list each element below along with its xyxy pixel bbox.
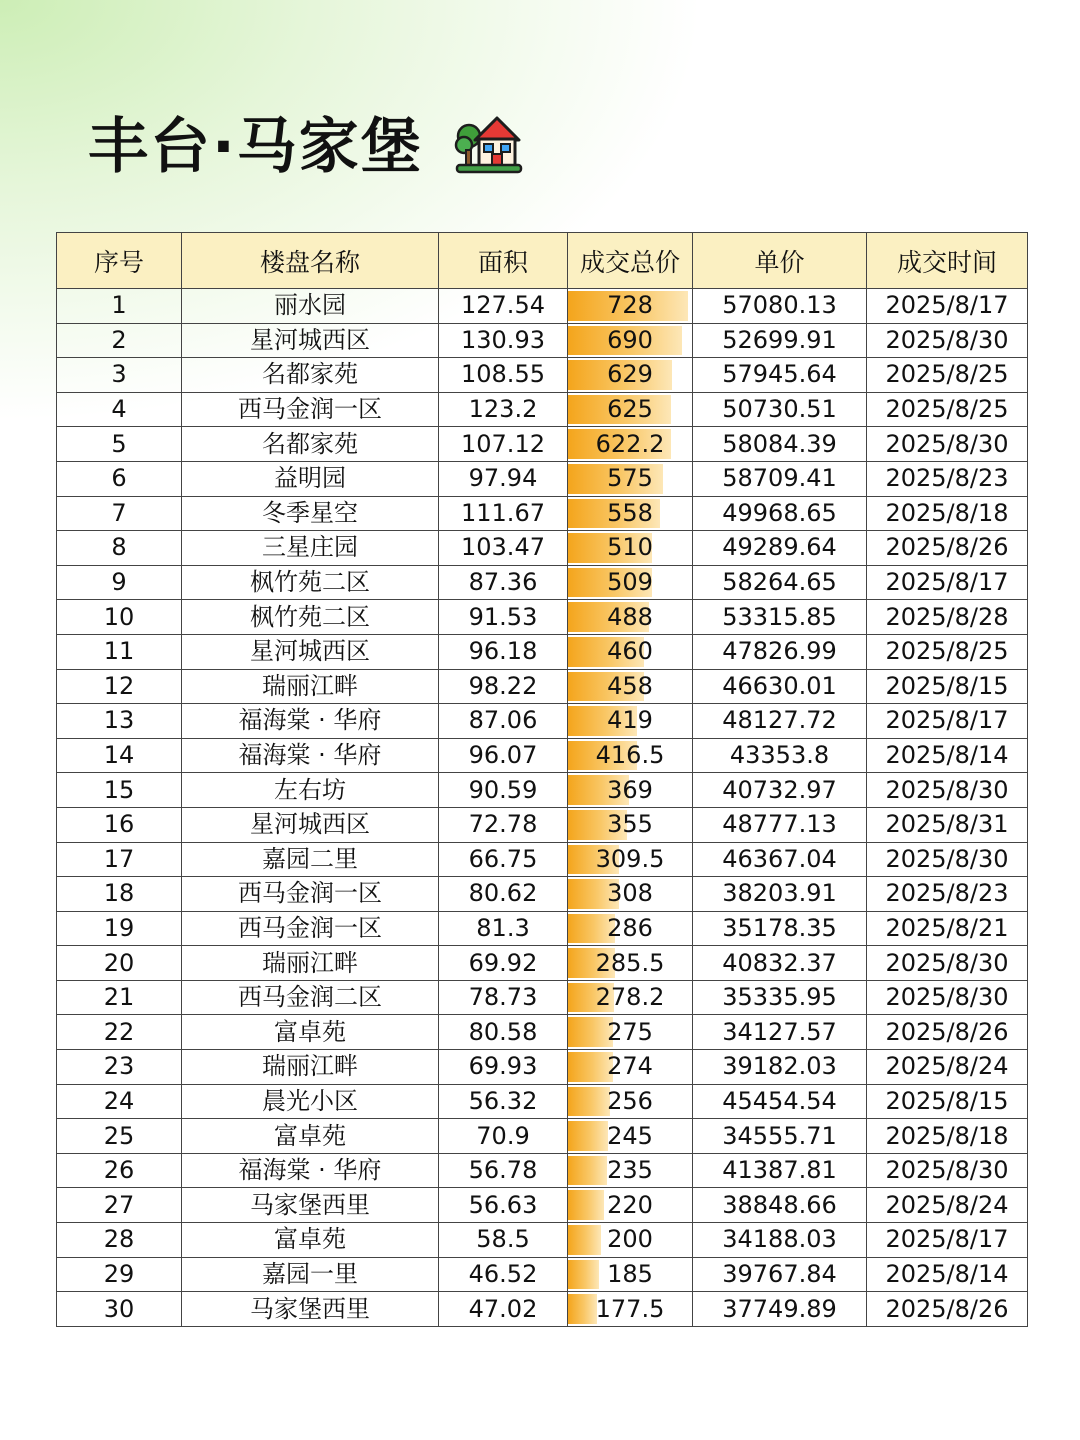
cell-date: 2025/8/23 [867, 461, 1028, 496]
total-price-value: 419 [607, 706, 653, 735]
total-price-value: 308 [607, 879, 653, 908]
cell-unit-price: 38203.91 [693, 877, 867, 912]
cell-no: 28 [57, 1223, 182, 1258]
total-price-value: 177.5 [595, 1294, 665, 1323]
cell-no: 29 [57, 1257, 182, 1292]
cell-date: 2025/8/30 [867, 773, 1028, 808]
cell-name: 星河城西区 [182, 807, 439, 842]
table-row [57, 1223, 1028, 1258]
cell-no: 18 [57, 877, 182, 912]
cell-unit-price: 40732.97 [693, 773, 867, 808]
cell-date: 2025/8/30 [867, 323, 1028, 358]
cell-no: 25 [57, 1119, 182, 1154]
cell-name: 西马金润一区 [182, 911, 439, 946]
cell-date: 2025/8/18 [867, 1119, 1028, 1154]
house-with-garden-icon [453, 106, 525, 178]
cell-name: 晨光小区 [182, 1084, 439, 1119]
cell-unit-price: 57945.64 [693, 358, 867, 393]
cell-no: 14 [57, 738, 182, 773]
cell-area: 46.52 [439, 1257, 568, 1292]
table-row [57, 773, 1028, 808]
cell-name: 益明园 [182, 461, 439, 496]
cell-unit-price: 43353.8 [693, 738, 867, 773]
total-price-bar [568, 1294, 597, 1324]
cell-unit-price: 50730.51 [693, 392, 867, 427]
cell-unit-price: 34188.03 [693, 1223, 867, 1258]
cell-unit-price: 39182.03 [693, 1050, 867, 1085]
total-price-value: 275 [607, 1017, 653, 1046]
header-date: 成交时间 [867, 233, 1028, 289]
cell-unit-price: 35178.35 [693, 911, 867, 946]
total-price-bar [568, 1121, 608, 1151]
table-row [57, 807, 1028, 842]
table-row [57, 289, 1028, 324]
cell-no: 10 [57, 600, 182, 635]
cell-area: 97.94 [439, 461, 568, 496]
header-area: 面积 [439, 233, 568, 289]
cell-date: 2025/8/30 [867, 427, 1028, 462]
total-price-value: 625 [607, 395, 653, 424]
cell-date: 2025/8/25 [867, 392, 1028, 427]
cell-total-price [568, 496, 693, 531]
cell-name: 福海棠 · 华府 [182, 1153, 439, 1188]
cell-name: 瑞丽江畔 [182, 946, 439, 981]
cell-date: 2025/8/24 [867, 1188, 1028, 1223]
cell-date: 2025/8/17 [867, 1223, 1028, 1258]
cell-area: 127.54 [439, 289, 568, 324]
cell-unit-price: 34555.71 [693, 1119, 867, 1154]
cell-date: 2025/8/30 [867, 946, 1028, 981]
cell-area: 56.78 [439, 1153, 568, 1188]
cell-date: 2025/8/31 [867, 807, 1028, 842]
cell-date: 2025/8/26 [867, 531, 1028, 566]
cell-name: 西马金润一区 [182, 392, 439, 427]
cell-area: 78.73 [439, 980, 568, 1015]
table-row [57, 704, 1028, 739]
cell-name: 名都家苑 [182, 427, 439, 462]
cell-date: 2025/8/17 [867, 565, 1028, 600]
cell-name: 富卓苑 [182, 1119, 439, 1154]
cell-name: 冬季星空 [182, 496, 439, 531]
cell-total-price [568, 1084, 693, 1119]
cell-unit-price: 46367.04 [693, 842, 867, 877]
cell-total-price [568, 773, 693, 808]
cell-total-price [568, 289, 693, 324]
total-price-value: 200 [607, 1225, 653, 1254]
total-price-value: 235 [607, 1156, 653, 1185]
table-header-row [57, 233, 1028, 289]
cell-total-price [568, 842, 693, 877]
table-row [57, 1015, 1028, 1050]
cell-total-price [568, 461, 693, 496]
cell-no: 5 [57, 427, 182, 462]
cell-total-price [568, 669, 693, 704]
total-price-value: 690 [607, 325, 653, 354]
table-row [57, 427, 1028, 462]
page-title: 丰台·马家堡 [88, 112, 423, 182]
total-price-bar [568, 1190, 604, 1220]
total-price-bar [568, 1156, 607, 1186]
table-row [57, 980, 1028, 1015]
cell-total-price [568, 807, 693, 842]
table-row [57, 1119, 1028, 1154]
cell-unit-price: 34127.57 [693, 1015, 867, 1050]
cell-name: 名都家苑 [182, 358, 439, 393]
cell-total-price [568, 358, 693, 393]
total-price-value: 510 [607, 533, 653, 562]
cell-total-price [568, 946, 693, 981]
cell-unit-price: 49968.65 [693, 496, 867, 531]
total-price-value: 355 [607, 810, 653, 839]
cell-total-price [568, 877, 693, 912]
cell-no: 16 [57, 807, 182, 842]
cell-no: 15 [57, 773, 182, 808]
cell-date: 2025/8/26 [867, 1015, 1028, 1050]
total-price-bar [568, 1260, 599, 1290]
cell-date: 2025/8/30 [867, 1153, 1028, 1188]
cell-total-price [568, 704, 693, 739]
total-price-value: 416.5 [595, 741, 665, 770]
cell-no: 12 [57, 669, 182, 704]
table-row [57, 911, 1028, 946]
cell-date: 2025/8/23 [867, 877, 1028, 912]
table-row [57, 634, 1028, 669]
cell-area: 80.58 [439, 1015, 568, 1050]
cell-no: 24 [57, 1084, 182, 1119]
cell-unit-price: 58264.65 [693, 565, 867, 600]
table-row [57, 842, 1028, 877]
cell-unit-price: 37749.89 [693, 1292, 867, 1327]
cell-date: 2025/8/21 [867, 911, 1028, 946]
cell-unit-price: 39767.84 [693, 1257, 867, 1292]
total-price-value: 256 [607, 1086, 653, 1115]
cell-date: 2025/8/15 [867, 669, 1028, 704]
cell-total-price [568, 1050, 693, 1085]
cell-unit-price: 48127.72 [693, 704, 867, 739]
cell-total-price [568, 427, 693, 462]
cell-area: 130.93 [439, 323, 568, 358]
total-price-value: 369 [607, 775, 653, 804]
cell-unit-price: 48777.13 [693, 807, 867, 842]
total-price-value: 488 [607, 602, 653, 631]
total-price-value: 558 [607, 498, 653, 527]
total-price-value: 458 [607, 671, 653, 700]
table-row [57, 461, 1028, 496]
table-row [57, 392, 1028, 427]
table-row [57, 669, 1028, 704]
cell-name: 马家堡西里 [182, 1188, 439, 1223]
cell-unit-price: 40832.37 [693, 946, 867, 981]
cell-total-price [568, 911, 693, 946]
cell-total-price [568, 1015, 693, 1050]
cell-unit-price: 49289.64 [693, 531, 867, 566]
cell-total-price [568, 980, 693, 1015]
table-row [57, 531, 1028, 566]
cell-area: 111.67 [439, 496, 568, 531]
cell-date: 2025/8/28 [867, 600, 1028, 635]
cell-total-price [568, 1223, 693, 1258]
cell-total-price [568, 634, 693, 669]
cell-date: 2025/8/30 [867, 842, 1028, 877]
cell-name: 福海棠 · 华府 [182, 704, 439, 739]
cell-area: 70.9 [439, 1119, 568, 1154]
transaction-table [56, 232, 1028, 1327]
header-name: 楼盘名称 [182, 233, 439, 289]
cell-area: 58.5 [439, 1223, 568, 1258]
cell-no: 11 [57, 634, 182, 669]
cell-total-price [568, 738, 693, 773]
cell-name: 西马金润二区 [182, 980, 439, 1015]
cell-area: 69.93 [439, 1050, 568, 1085]
cell-total-price [568, 1188, 693, 1223]
total-price-value: 185 [607, 1259, 653, 1288]
cell-area: 87.06 [439, 704, 568, 739]
cell-unit-price: 38848.66 [693, 1188, 867, 1223]
cell-date: 2025/8/25 [867, 634, 1028, 669]
table-row [57, 1153, 1028, 1188]
cell-no: 3 [57, 358, 182, 393]
cell-total-price [568, 565, 693, 600]
cell-name: 左右坊 [182, 773, 439, 808]
header-no: 序号 [57, 233, 182, 289]
cell-no: 8 [57, 531, 182, 566]
total-price-value: 622.2 [595, 429, 665, 458]
cell-area: 72.78 [439, 807, 568, 842]
cell-date: 2025/8/14 [867, 1257, 1028, 1292]
cell-date: 2025/8/24 [867, 1050, 1028, 1085]
cell-area: 108.55 [439, 358, 568, 393]
cell-no: 9 [57, 565, 182, 600]
total-price-bar [568, 1225, 601, 1255]
cell-area: 96.07 [439, 738, 568, 773]
total-price-value: 245 [607, 1121, 653, 1150]
cell-name: 瑞丽江畔 [182, 669, 439, 704]
cell-total-price [568, 600, 693, 635]
cell-no: 20 [57, 946, 182, 981]
header-total-price: 成交总价 [568, 233, 693, 289]
total-price-bar [568, 1087, 610, 1117]
cell-no: 19 [57, 911, 182, 946]
cell-name: 枫竹苑二区 [182, 565, 439, 600]
cell-no: 7 [57, 496, 182, 531]
cell-area: 69.92 [439, 946, 568, 981]
total-price-value: 278.2 [595, 983, 665, 1012]
total-price-value: 220 [607, 1190, 653, 1219]
cell-area: 107.12 [439, 427, 568, 462]
cell-unit-price: 47826.99 [693, 634, 867, 669]
total-price-value: 728 [607, 291, 653, 320]
cell-name: 瑞丽江畔 [182, 1050, 439, 1085]
cell-no: 21 [57, 980, 182, 1015]
cell-name: 星河城西区 [182, 323, 439, 358]
total-price-value: 629 [607, 360, 653, 389]
cell-name: 西马金润一区 [182, 877, 439, 912]
total-price-value: 509 [607, 568, 653, 597]
total-price-value: 286 [607, 913, 653, 942]
cell-total-price [568, 323, 693, 358]
cell-total-price [568, 1153, 693, 1188]
cell-no: 23 [57, 1050, 182, 1085]
table-row [57, 1050, 1028, 1085]
cell-area: 90.59 [439, 773, 568, 808]
cell-no: 6 [57, 461, 182, 496]
cell-name: 嘉园一里 [182, 1257, 439, 1292]
table-row [57, 946, 1028, 981]
cell-total-price [568, 531, 693, 566]
total-price-value: 460 [607, 637, 653, 666]
table-row [57, 358, 1028, 393]
table-row [57, 496, 1028, 531]
cell-date: 2025/8/30 [867, 980, 1028, 1015]
cell-name: 丽水园 [182, 289, 439, 324]
table-row [57, 565, 1028, 600]
cell-no: 22 [57, 1015, 182, 1050]
cell-total-price [568, 1257, 693, 1292]
cell-no: 13 [57, 704, 182, 739]
cell-date: 2025/8/14 [867, 738, 1028, 773]
table-row [57, 323, 1028, 358]
cell-no: 1 [57, 289, 182, 324]
cell-unit-price: 46630.01 [693, 669, 867, 704]
cell-unit-price: 52699.91 [693, 323, 867, 358]
cell-total-price [568, 1292, 693, 1327]
total-price-value: 274 [607, 1052, 653, 1081]
cell-area: 87.36 [439, 565, 568, 600]
cell-no: 17 [57, 842, 182, 877]
cell-area: 103.47 [439, 531, 568, 566]
cell-no: 27 [57, 1188, 182, 1223]
cell-unit-price: 57080.13 [693, 289, 867, 324]
cell-name: 富卓苑 [182, 1015, 439, 1050]
cell-area: 96.18 [439, 634, 568, 669]
cell-name: 星河城西区 [182, 634, 439, 669]
cell-unit-price: 58084.39 [693, 427, 867, 462]
page-title-block [88, 102, 525, 182]
cell-unit-price: 58709.41 [693, 461, 867, 496]
cell-date: 2025/8/15 [867, 1084, 1028, 1119]
header-unit-price: 单价 [693, 233, 867, 289]
cell-area: 123.2 [439, 392, 568, 427]
cell-date: 2025/8/18 [867, 496, 1028, 531]
cell-unit-price: 35335.95 [693, 980, 867, 1015]
cell-date: 2025/8/17 [867, 289, 1028, 324]
total-price-value: 309.5 [595, 844, 665, 873]
cell-unit-price: 45454.54 [693, 1084, 867, 1119]
cell-name: 三星庄园 [182, 531, 439, 566]
cell-area: 91.53 [439, 600, 568, 635]
cell-name: 嘉园二里 [182, 842, 439, 877]
cell-date: 2025/8/17 [867, 704, 1028, 739]
cell-name: 福海棠 · 华府 [182, 738, 439, 773]
table-row [57, 1084, 1028, 1119]
table-row [57, 738, 1028, 773]
cell-no: 26 [57, 1153, 182, 1188]
table-row [57, 1188, 1028, 1223]
cell-area: 81.3 [439, 911, 568, 946]
table-row [57, 1257, 1028, 1292]
cell-area: 47.02 [439, 1292, 568, 1327]
cell-unit-price: 53315.85 [693, 600, 867, 635]
cell-area: 80.62 [439, 877, 568, 912]
cell-name: 富卓苑 [182, 1223, 439, 1258]
cell-total-price [568, 392, 693, 427]
cell-area: 56.32 [439, 1084, 568, 1119]
cell-area: 56.63 [439, 1188, 568, 1223]
cell-unit-price: 41387.81 [693, 1153, 867, 1188]
cell-date: 2025/8/25 [867, 358, 1028, 393]
table-row [57, 600, 1028, 635]
cell-total-price [568, 1119, 693, 1154]
cell-area: 66.75 [439, 842, 568, 877]
table-row [57, 1292, 1028, 1327]
cell-name: 马家堡西里 [182, 1292, 439, 1327]
total-price-value: 575 [607, 464, 653, 493]
cell-date: 2025/8/26 [867, 1292, 1028, 1327]
table-row [57, 877, 1028, 912]
cell-no: 30 [57, 1292, 182, 1327]
cell-name: 枫竹苑二区 [182, 600, 439, 635]
cell-area: 98.22 [439, 669, 568, 704]
cell-no: 4 [57, 392, 182, 427]
total-price-value: 285.5 [595, 948, 665, 977]
cell-no: 2 [57, 323, 182, 358]
